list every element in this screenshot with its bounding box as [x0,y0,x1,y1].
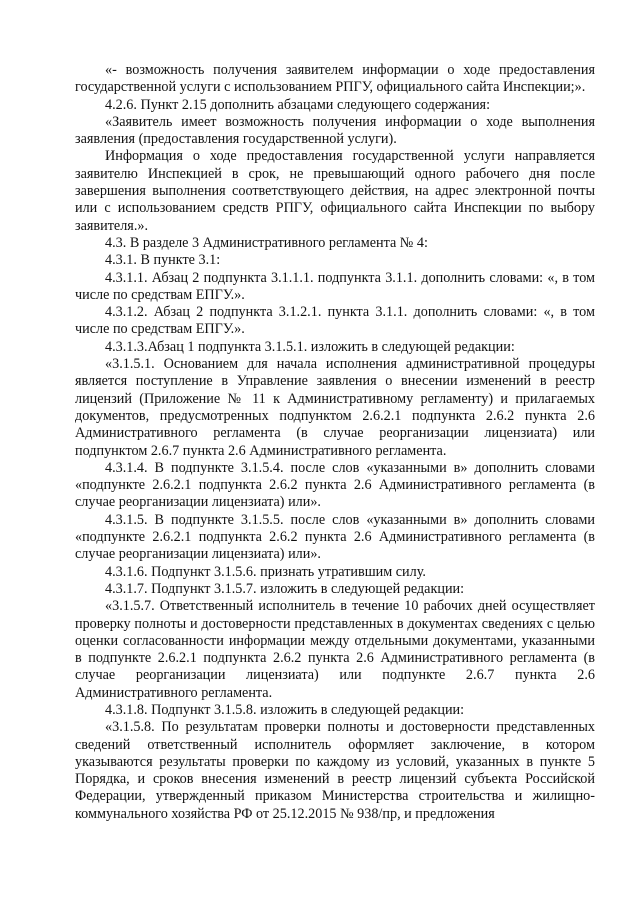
paragraph-14: 4.3.1.7. Подпункт 3.1.5.7. изложить в следующей редакции: [105,580,465,597]
paragraph-15: «3.1.5.7. Ответственный исполнитель в течение 10 рабочих дней осуществляет проверку полноты и достоверности представленных в документах сведениях с целью оценки согласованности информации между отдельными документами, указанными в подпункте 2.6.2.1 подпункта 2.6.2 пункта 2.6 Административного регламента (в случае реорганизации лицензиата) или подпункте 2.6.7 пункта 2.6 Административного регламента. [75,598,595,701]
paragraph-8: 4.3.1.2. Абзац 2 подпункта 3.1.2.1. пункта 3.1.1. дополнить словами: «, в том числе по средствам ЕПГУ.». [75,304,595,338]
paragraph-9: 4.3.1.3.Абзац 1 подпункта 3.1.5.1. изложить в следующей редакции: [105,338,515,355]
paragraph-17: «3.1.5.8. По результатам проверки полноты и достоверности представленных сведений ответственный исполнитель оформляет заключение, в котором указываются результаты проверки по каждому из условий, указанных в пункте 5 Порядка, и сроков внесения изменений в реестр лицензий субъекта Российской Федерации, утвержденный приказом Министерства строительства и жилищно-коммунального хозяйства РФ от 25.12.2015 № 938/пр, и предложения [75,719,595,822]
paragraph-4: Информация о ходе предоставления государственной услуги направляется заявителю Инспекцией в срок, не превышающий одного рабочего дня после завершения выполнения соответствующего действия, на адрес электронной почты или с использованием средств РПГУ, официального сайта Инспекции по выбору заявителя.». [75,148,595,234]
paragraph-2: 4.2.6. Пункт 2.15 дополнить абзацами следующего содержания: [105,96,491,113]
paragraph-11: 4.3.1.4. В подпункте 3.1.5.4. после слов «указанными в» дополнить словами «подпункте 2.6.2.1 подпункта 2.6.2 пункта 2.6 Административного регламента (в случае реорганизации лицензиата) или». [75,459,595,511]
paragraph-7: 4.3.1.1. Абзац 2 подпункта 3.1.1.1. подпункта 3.1.1. дополнить словами: «, в том числе по средствам ЕПГУ.». [75,269,595,303]
document-page [75,62,595,823]
paragraph-6: 4.3.1. В пункте 3.1: [105,252,221,269]
paragraph-3: «Заявитель имеет возможность получения информации о ходе выполнения заявления (предоставления государственной услуги). [75,113,595,148]
paragraph-1: «- возможность получения заявителем информации о ходе предоставления государственной услуги с использованием РПГУ, официального сайта Инспекции;». [75,62,595,96]
paragraph-13: 4.3.1.6. Подпункт 3.1.5.6. признать утратившим силу. [105,563,426,580]
paragraph-10: «3.1.5.1. Основанием для начала исполнения административной процедуры является поступление в Управление заявления о внесении изменений в реестр лицензий (Приложение № 11 к Административному регламенту) и прилагаемых документов, предусмотренных подпунктом 2.6.2.1 подпункта 2.6.2 пункта 2.6 Административного регламента (в случае реорганизации лицензиата) или подпунктом 2.6.7 пункта 2.6 Административного регламента. [75,356,595,459]
paragraph-12: 4.3.1.5. В подпункте 3.1.5.5. после слов «указанными в» дополнить словами «подпункте 2.6.2.1 подпункта 2.6.2 пункта 2.6 Административного регламента (в случае реорганизации лицензиата) или». [75,511,595,563]
paragraph-16: 4.3.1.8. Подпункт 3.1.5.8. изложить в следующей редакции: [105,701,465,718]
paragraph-5: 4.3. В разделе 3 Административного регламента № 4: [105,234,428,251]
